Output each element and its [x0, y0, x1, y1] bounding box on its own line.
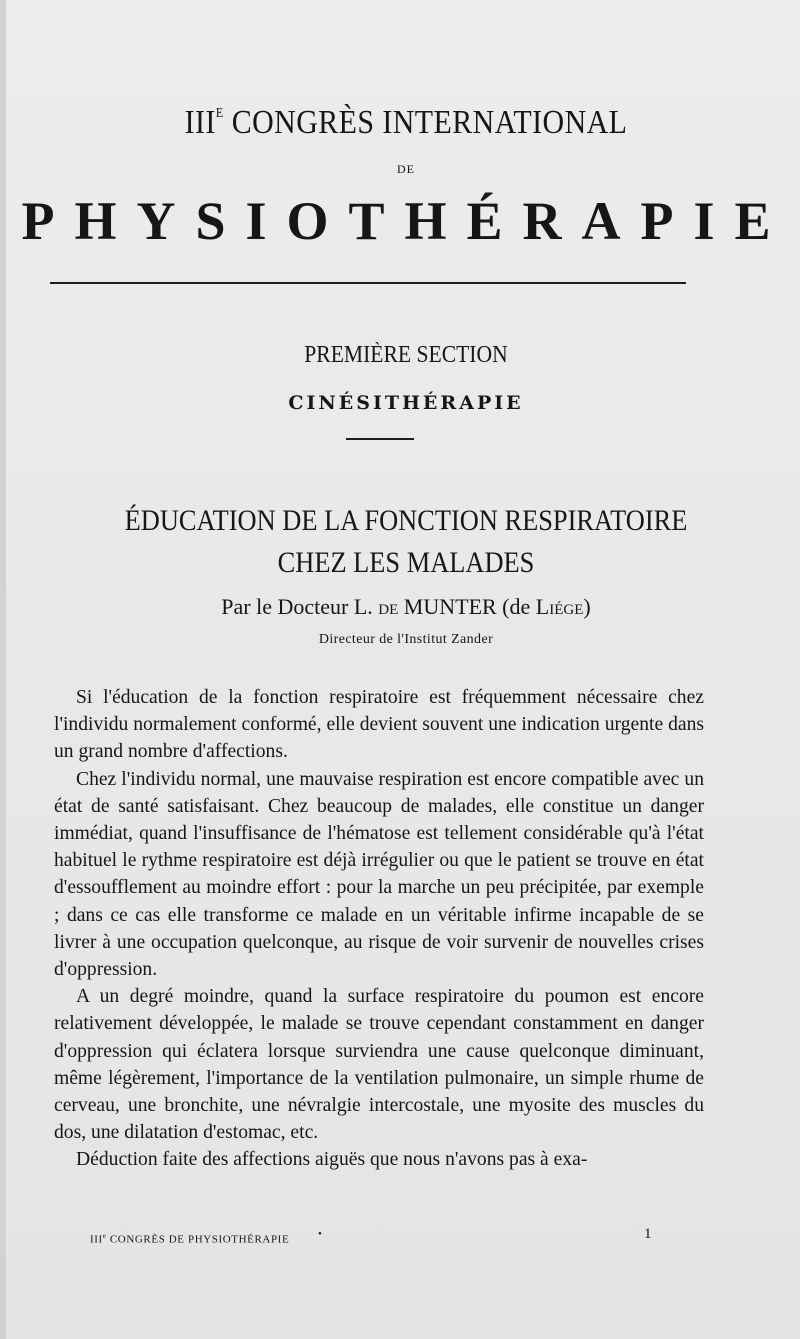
article-author [6, 594, 800, 620]
running-rest: CONGRÈS DE PHYSIOTHÉRAPIE [106, 1233, 290, 1246]
author-city: IÉGE [549, 602, 584, 618]
author-suffix: ) [583, 594, 591, 619]
section-rule [346, 438, 414, 440]
paragraph: Déduction faite des affections aiguës que nous n'avons pas à exa- [76, 1149, 588, 1171]
running-prefix: III [90, 1233, 103, 1246]
congress-heading [54, 104, 758, 142]
page-number: 1 [644, 1226, 652, 1242]
author-prefix: Par le Docteur L. [221, 594, 379, 619]
section-heading: PREMIÈRE SECTION [304, 342, 508, 368]
congress-prefix: III [184, 104, 216, 141]
journal-title: PHYSIOTHÉRAPIE [21, 191, 791, 251]
author-role: Directeur de l'Institut Zander [318, 632, 494, 647]
article-title [54, 500, 758, 584]
article-title-line-2: CHEZ LES MALADES [277, 546, 535, 579]
paragraph: Si l'éducation de la fonction respiratoire est fréquemment nécessaire chez l'individu normalement conformé, elle devient souvent une indication urgente dans un grand nombre d'affections. [54, 687, 704, 763]
congress-sup: E [215, 106, 224, 121]
paragraph: Chez l'individu normal, une mauvaise respiration est encore compatible avec un état de santé satisfaisant. Chez beaucoup de malades, elle constitue un danger immédiat, quand l'insuffisance de l'hématose est tellement considérable qu'à l'état habituel le rythme respiratoire est déjà irrégulier ou que le patient se trouve en état d'essoufflement au moindre effort : pour la marche un peu précipitée, par exemple ; dans ce cas elle transforme ce malade en un véritable infirme incapable de se livrer à une occupation quelconque, au risque de voir survenir de nouvelles crises d'oppression. [54, 768, 704, 981]
author-surname: MUNTER (de L [398, 594, 550, 619]
footer-dot: • [318, 1228, 322, 1240]
section-subject: CINÉSITHÉRAPIE [288, 392, 524, 414]
congress-de: DE [397, 162, 415, 176]
article-body [54, 684, 704, 1174]
header-rule [50, 282, 686, 284]
running-footer [90, 1232, 289, 1246]
article-title-line-1: ÉDUCATION DE LA FONCTION RESPIRATOIRE [124, 504, 688, 537]
author-particle: DE [378, 602, 399, 618]
congress-rest: CONGRÈS INTERNATIONAL [223, 104, 628, 141]
paragraph: A un degré moindre, quand la surface respiratoire du poumon est encore relativement développée, le malade se trouve cependant constamment en danger d'oppression qui éclatera lorsque surviendra une cause quelconque diminuant, même légèrement, l'importance de la ventilation pulmonaire, un simple rhume de cerveau, une bronchite, une névralgie intercostale, une myosite des muscles du dos, une dilatation d'estomac, etc. [54, 986, 704, 1144]
running-sup: e [102, 1232, 107, 1240]
